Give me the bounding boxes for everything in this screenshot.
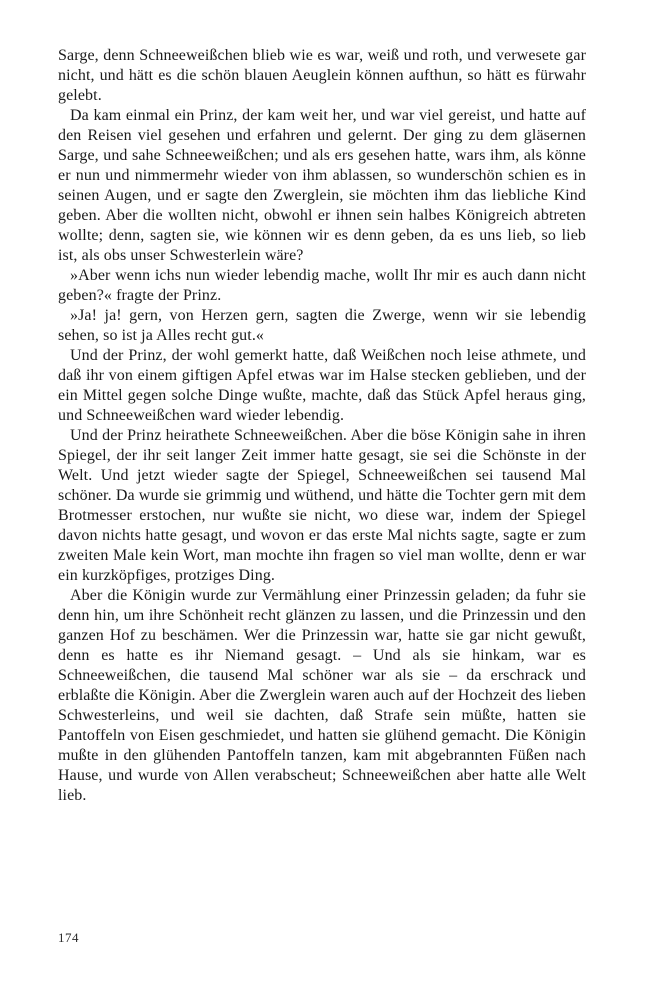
paragraph: »Aber wenn ichs nun wieder lebendig mache, wollt Ihr mir es auch dann nicht geben?« fragte der Prinz. — [58, 267, 586, 304]
paragraph: »Ja! ja! gern, von Herzen gern, sagten die Zwerge, wenn wir sie lebendig sehen, so ist ja Alles recht gut.« — [58, 307, 586, 344]
paragraph: Und der Prinz heirathete Schneeweißchen. Aber die böse Königin sahe in ihren Spiegel, der ihr seit langer Zeit immer hatte gesagt, sie sei die Schönste in der Welt. Und jetzt wieder sagte der Spiegel, Schneeweißchen sei tausend Mal schöner. Da wurde sie grimmig und wüthend, und hätte die Tochter gern mit dem Brotmesser erstochen, nur wußte sie nicht, wo diese war, indem der Spiegel davon nichts hatte gesagt, und wovon er das erste Mal nichts sagte, sagte er zum zweiten Male kein Wort, man mochte ihn fragen so viel man wollte, denn er war ein kurzköpfiges, protziges Ding. — [58, 427, 586, 584]
paragraph: Aber die Königin wurde zur Vermählung einer Prinzessin geladen; da fuhr sie denn hin, um ihre Schönheit recht glänzen zu lassen, und die Prinzessin und den ganzen Hof zu beschämen. Wer die Prinzessin war, hatte sie gar nicht gewußt, denn es hatte es ihr Niemand gesagt. – Und als sie hinkam, war es Schneeweißchen, die tausend Mal schöner war als sie – da erschrack und erblaßte die Königin. Aber die Zwerglein waren auch auf der Hochzeit des lieben Schwesterleins, und weil sie dachten, daß Strafe sein müßte, hatten sie Pantoffeln von Eisen geschmiedet, und hatten sie glühend gemacht. Die Königin mußte in den glühenden Pantoffeln tanzen, kam mit abgebrannten Füßen nach Hause, und wurde von Allen verabscheut; Schneeweißchen aber hatte alle Welt lieb. — [58, 587, 586, 804]
paragraph: Und der Prinz, der wohl gemerkt hatte, daß Weißchen noch leise athmete, und daß ihr von einem giftigen Apfel etwas war im Halse stecken geblieben, und der ein Mittel gegen solche Dinge wußte, machte, daß das Stück Apfel heraus ging, und Schneeweißchen ward wieder lebendig. — [58, 347, 586, 424]
page-number: 174 — [58, 930, 79, 945]
paragraph: Da kam einmal ein Prinz, der kam weit her, und war viel gereist, und hatte auf den Reisen viel gesehen und erfahren und gelernt. Der ging zu dem gläsernen Sarge, und sahe Schneeweißchen; und als ers gesehen hatte, wars ihm, als könne er nun und nimmermehr wieder von ihm ablassen, so wunderschön schien es in seinen Augen, und er sagte den Zwerglein, sie möchten ihm das liebliche Kind geben. Aber die wollten nicht, obwohl er ihnen sein halbes Königreich abtreten wollte; denn, sagten sie, wie können wir es denn geben, da es uns lieb, so lieb ist, als obs unser Schwesterlein wäre? — [58, 107, 586, 264]
body-text — [58, 46, 586, 806]
paragraph: Sarge, denn Schneeweißchen blieb wie es war, weiß und roth, und verwesete gar nicht, und hätt es die schön blauen Aeuglein können aufthun, so hätt es fürwahr gelebt. — [58, 47, 586, 104]
